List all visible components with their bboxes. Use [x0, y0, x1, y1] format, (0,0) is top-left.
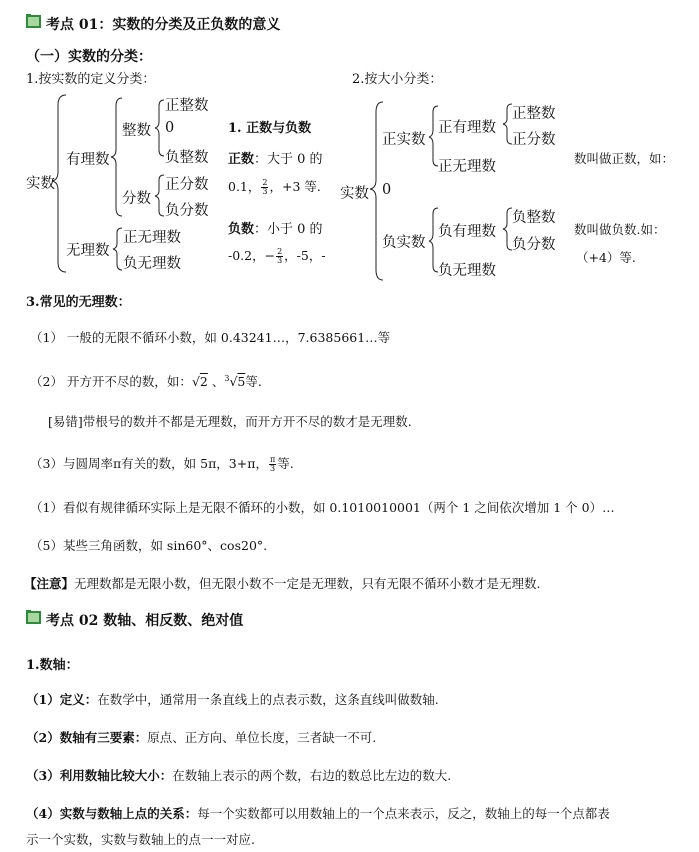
irrational-item-4: （1）看似有规律循环实际上是无限不循环的小数，如 0.1010010001（两个 1 之间依次增加 1 个 0）… [30, 500, 615, 515]
tree1-integer: 整数 [122, 123, 151, 139]
sqrt-2: √2 [191, 374, 208, 389]
section-title: 考点 01：实数的分类及正负数的意义 [46, 17, 281, 33]
tree2-neg-rat: 负有理数 [438, 224, 496, 240]
tree2-zero: 0 [382, 182, 392, 198]
irrational-item-3: （3）与圆周率π有关的数，如 5π，3+π， $\frac{\pi}{3}$ 等. [30, 455, 294, 473]
irrational-item-5: （5）某些三角函数，如 sin60°、cos20°. [30, 538, 268, 553]
attention-note: 【注意】无理数都是无限小数，但无限小数不一定是无理数，只有无限不循环小数才是无理数. [24, 576, 541, 591]
neg-text: ：小于 0 的 [254, 222, 323, 237]
pos-label: 正数 [228, 152, 255, 167]
tree1-neg-irr: 负无理数 [123, 256, 181, 272]
irrational-item-1: （1） 一般的无限不循环小数，如 0.43241…，7.6385661…等 [30, 330, 391, 345]
definition-classification-label: 1.按实数的定义分类： [26, 72, 156, 87]
tree1-pos-irr: 正无理数 [123, 230, 181, 246]
neg-fraction: $\frac{2}{3}$ [277, 247, 283, 265]
numberline-relation: （4）实数与数轴上点的关系：每一个实数都可以用数轴上的一个点来表示，反之，数轴上的每一个点都表 [26, 806, 610, 821]
tree2-pos-real: 正实数 [382, 132, 426, 148]
tree2-pos-int: 正整数 [512, 106, 556, 122]
book-icon [26, 610, 41, 624]
tree1-root-real: 实数 [26, 176, 55, 192]
cbrt-5: $^3$√5 [224, 373, 246, 389]
neg-note: 数叫做负数.如： [574, 222, 666, 237]
numberline-three-elements: （2）数轴有三要素：原点、正方向、单位长度，三者缺一不可. [26, 730, 377, 745]
neg-example-tail: ，-5，- [284, 248, 326, 263]
mistake-note: [易错]带根号的数并不都是无理数，而开方开不尽的数才是无理数. [48, 414, 412, 429]
pos-note: 数叫做正数，如： [574, 151, 675, 166]
tree2-pos-rat: 正有理数 [438, 120, 496, 136]
tree1-neg-frac: 负分数 [165, 203, 209, 219]
tree1-pos-frac: 正分数 [165, 177, 209, 193]
numberline-heading: 1.数轴： [26, 658, 79, 673]
size-classification-label: 2.按大小分类： [352, 72, 443, 87]
pos-example-a: 0.1， [228, 179, 261, 194]
tree1-irrational: 无理数 [66, 243, 110, 259]
pos-text: ：大于 0 的 [254, 152, 323, 167]
subsection-title: （一）实数的分类： [26, 49, 152, 65]
tree2-root-real: 实数 [340, 186, 369, 202]
tree1-pos-int: 正整数 [165, 98, 209, 114]
pi-over-3-fraction: $\frac{\pi}{3}$ [269, 455, 276, 473]
tree1-zero: 0 [165, 120, 175, 136]
posneg-title: 1. 正数与负数 [228, 121, 312, 136]
numberline-compare: （3）利用数轴比较大小：在数轴上表示的两个数，右边的数总比左边的数大. [26, 768, 452, 783]
tree1-neg-int: 负整数 [165, 150, 209, 166]
neg-label: 负数 [228, 222, 255, 237]
neg-example-a: -0.2，− [228, 248, 276, 263]
section-2-title: 考点 02 数轴、相反数、绝对值 [46, 613, 244, 629]
pos-example-tail: ，+3 等. [269, 179, 321, 194]
tree1-rational: 有理数 [66, 152, 110, 168]
tree2-neg-real: 负实数 [382, 235, 426, 251]
tree2-pos-irr: 正无理数 [438, 159, 496, 175]
numberline-definition: （1）定义：在数学中，通常用一条直线上的点表示数，这条直线叫做数轴. [26, 692, 439, 707]
pos-fraction: $\frac{2}{3}$ [262, 178, 268, 196]
tree1-fraction: 分数 [122, 191, 151, 207]
neg-note-example: （+4）等. [576, 250, 636, 265]
tree2-neg-int: 负整数 [512, 210, 556, 226]
irrational-title: 3.常见的无理数： [26, 295, 131, 310]
irrational-item-2: （2） 开方开不尽的数，如：√2 、$^3$√5等. [30, 373, 262, 389]
tree2-neg-frac: 负分数 [512, 237, 556, 253]
tree2-pos-frac: 正分数 [512, 132, 556, 148]
tree2-neg-irr: 负无理数 [438, 263, 496, 279]
numberline-relation-cont: 示一个实数，实数与数轴上的点一一对应. [26, 832, 255, 847]
